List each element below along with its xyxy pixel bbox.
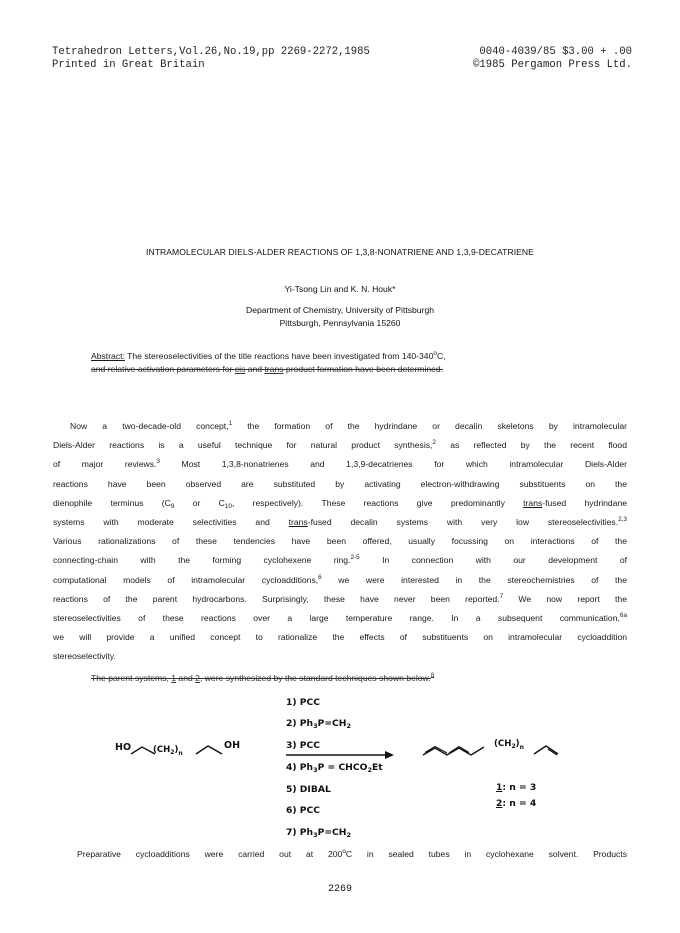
journal-citation: Tetrahedron Letters,Vol.26,No.19,pp 2269-2272,1985 [52, 46, 370, 58]
body-line-continued: Preparative cycloadditions were carried out at 200$^o$C in sealed tubes in cyclohexane solvent. Products [77, 848, 627, 859]
body-line: systems with moderate selectivities and trans-fused decalin systems with very low stereoselectivities.$^{2,3}$ [53, 515, 627, 527]
journal-header [52, 46, 632, 72]
step-3: 3) PCC [286, 740, 321, 751]
compound-1-label: 1: n = 3 [496, 782, 537, 793]
synthesis-scheme [0, 692, 680, 842]
abstract [91, 350, 631, 376]
reference-marker: 2-5 [350, 554, 360, 562]
reference-marker: 3 [156, 458, 160, 466]
authors: Yi-Tsong Lin and K. N. Houk* [284, 284, 396, 294]
step-1: 1) PCC [286, 697, 321, 708]
body-line: reactions of the parent hydrocarbons. Surprisingly, these have never been reported.$^7$ We now report the [53, 592, 627, 604]
step-4: 4) $Ph_3P$ = $CHCO_2Et$ [286, 762, 383, 774]
methylene-chain: $(CH_2)_n$ [153, 745, 183, 757]
step-6: 6) PCC [286, 805, 321, 816]
body-line: dienophile terminus ($C_9$ or $C_{10}$, respectively). These reactions give predominantly trans-fused hydrindane [53, 497, 627, 510]
body-line: Diels-Alder reactions is a useful technique for natural product synthesis,$^2$ as reflected by the recent flood [53, 439, 627, 451]
page-number: 2269 [327, 884, 352, 895]
reference-marker: 6a [619, 611, 627, 619]
body-line: connecting-chain with the forming cyclohexene ring.$^{2-5}$ In connection with our development of [53, 554, 627, 566]
affiliation [0, 304, 680, 329]
body-line: computational models of intramolecular cycloadditions,$^6$ we were interested in the stereochemistries of the [53, 573, 627, 585]
reference-marker: 2 [432, 439, 436, 447]
reaction-arrow-head [385, 751, 394, 759]
abstract-heading: Abstract: [91, 351, 125, 361]
body-line: stereoselectivity. [53, 651, 116, 662]
copyright: ©1985 Pergamon Press Ltd. [473, 59, 632, 71]
printed-in: Printed in Great Britain [52, 59, 205, 71]
reference-marker: 8 [430, 672, 435, 679]
body-line: we will provide a unified concept to rationalize the effects of substituents on intramolecular cycloaddition [53, 632, 627, 643]
reference-marker: 7 [499, 592, 504, 600]
body-line: of major reviews.$^3$ Most 1,3,8-nonatrienes and 1,3,9-decatrienes for which intramolecular Diels-Alder [53, 458, 627, 470]
step-7: 7) $Ph_3P=CH_2$ [286, 827, 352, 839]
abstract-line-1: Abstract: The stereoselectivities of the title reactions have been investigated from 140-340$^o$C, [91, 350, 446, 361]
starting-material [115, 734, 255, 756]
step-2: 2) $Ph_3P=CH_2$ [286, 718, 352, 730]
body-line: Now a two-decade-old concept,$^1$ the formation of the hydrindane or decalin skeletons by intramolecular [70, 420, 627, 431]
journal-price: 0040-4039/85 $3.00 + .00 [479, 46, 632, 58]
reference-marker: 2,3 [618, 515, 627, 523]
affiliation-city: Pittsburgh, Pennsylvania 15260 [279, 317, 401, 328]
reference-marker: 1 [228, 420, 233, 427]
product-chain-bond [471, 747, 484, 755]
compound-2-label: 2: n = 4 [496, 798, 537, 809]
body-line: stereoselectivities of these reactions over a large temperature range. In a subsequent communication,$^{6a}$ [53, 611, 627, 623]
product-chain-label: $(CH_2)_n$ [494, 739, 524, 751]
affiliation-dept: Department of Chemistry, University of Pittsburgh [245, 305, 434, 315]
article-title: INTRAMOLECULAR DIELS-ALDER REACTIONS OF 1,3,8-NONATRIENE AND 1,3,9-DECATRIENE [146, 247, 534, 257]
hydroxyl-right: OH [224, 740, 241, 751]
body-line: Various rationalizations of these tendencies have been offered, usually focussing on interactions of the [53, 536, 627, 547]
abstract-line-2: and relative activation parameters for cis and trans product formation have been determined. [91, 364, 444, 374]
compound-ref: 2 [195, 673, 200, 683]
hydroxyl-left: HO [115, 742, 132, 753]
body-line: reactions have been observed are substituted by activating electron-withdrawing substituents on the [53, 478, 627, 489]
synthesis-intro: The parent systems, 1 and 2, were synthesized by the standard techniques shown below.$^8$ [91, 672, 435, 683]
compound-ref: 1 [171, 673, 177, 683]
step-5: 5) DIBAL [286, 784, 331, 795]
body-paragraph [53, 417, 627, 666]
reference-marker: 6 [318, 573, 322, 581]
